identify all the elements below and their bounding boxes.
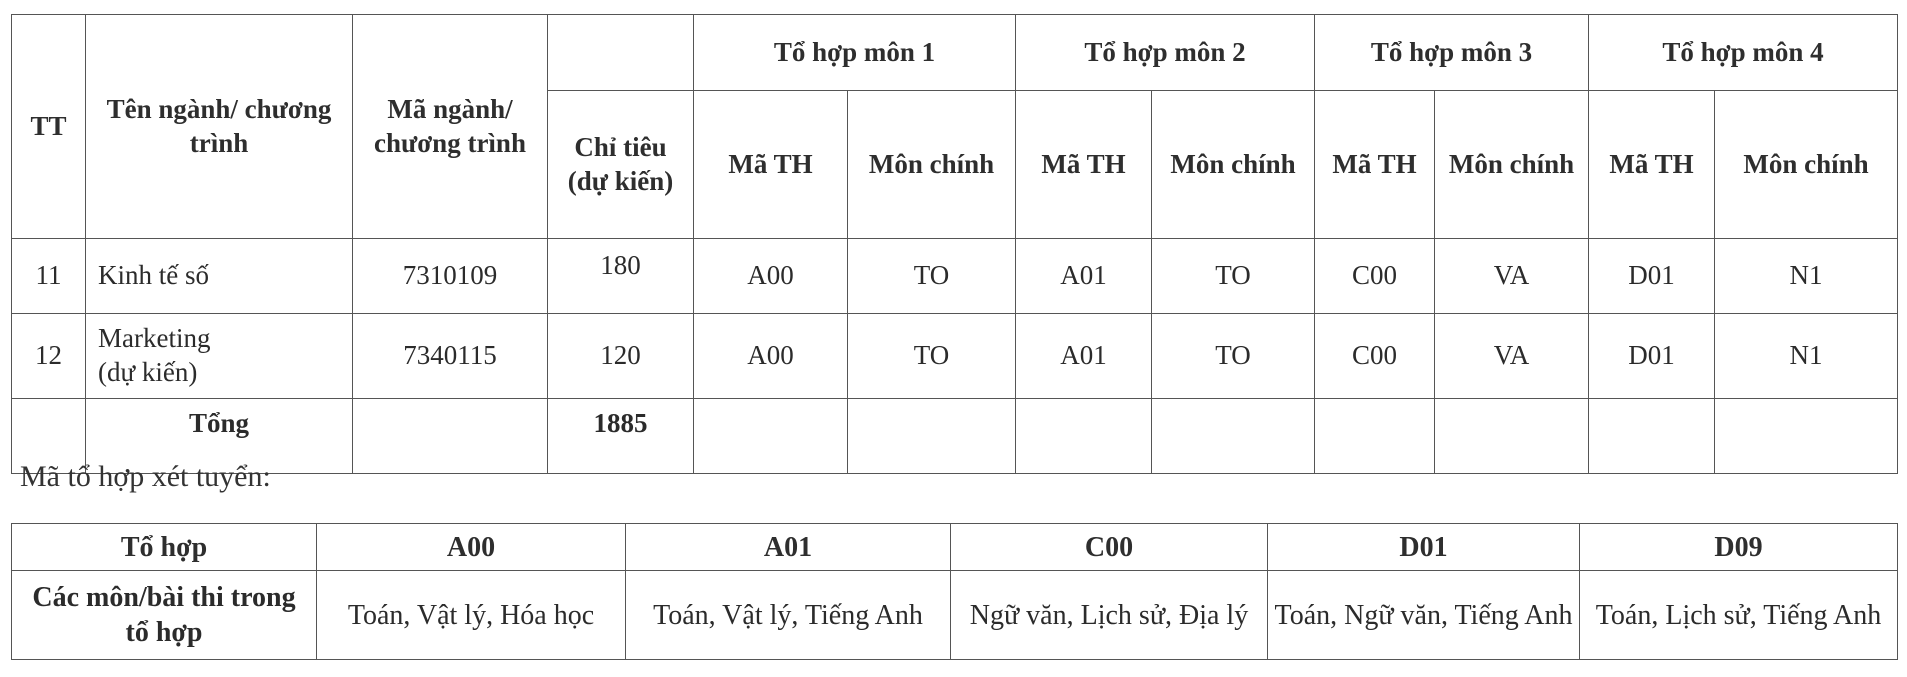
combo-codes-caption: Mã tổ hợp xét tuyển: xyxy=(20,460,271,493)
cell-group-2-code: A01 xyxy=(1016,314,1152,399)
combo-subjects-d01: Toán, Ngữ văn, Tiếng Anh xyxy=(1268,571,1580,660)
cell-program-code: 7310109 xyxy=(353,239,548,314)
header-tt: TT xyxy=(12,15,86,239)
cell-program-code: 7340115 xyxy=(353,314,548,399)
cell-group-1-code: A00 xyxy=(694,314,848,399)
combo-header-row xyxy=(12,524,1898,571)
combo-header-label: Tổ hợp xyxy=(12,524,317,571)
cell-group-1-main: TO xyxy=(848,314,1016,399)
cell-group-3-main: VA xyxy=(1435,239,1589,314)
header-group-2: Tổ hợp môn 2 xyxy=(1016,15,1315,91)
header-group-4-code: Mã TH xyxy=(1589,91,1715,239)
cell-group-2-code: A01 xyxy=(1016,239,1152,314)
cell-tt: 12 xyxy=(12,314,86,399)
cell-group-4-code: D01 xyxy=(1589,239,1715,314)
table-row xyxy=(12,239,1898,314)
cell-empty xyxy=(1016,399,1152,474)
combo-code-a00: A00 xyxy=(317,524,626,571)
cell-group-3-code: C00 xyxy=(1315,239,1435,314)
cell-tt: 11 xyxy=(12,239,86,314)
header-group-3-main: Môn chính xyxy=(1435,91,1589,239)
combo-subjects-a00: Toán, Vật lý, Hóa học xyxy=(317,571,626,660)
cell-empty xyxy=(848,399,1016,474)
cell-group-4-main: N1 xyxy=(1715,314,1898,399)
cell-program-name: Kinh tế số xyxy=(86,239,353,314)
header-program-name: Tên ngành/ chương trình xyxy=(86,15,353,239)
combo-code-a01: A01 xyxy=(626,524,951,571)
total-row xyxy=(12,399,1898,474)
combo-codes-table xyxy=(11,523,1898,660)
admission-quota-table xyxy=(11,14,1898,474)
header-group-4: Tổ hợp môn 4 xyxy=(1589,15,1898,91)
cell-group-4-main: N1 xyxy=(1715,239,1898,314)
combo-code-d01: D01 xyxy=(1268,524,1580,571)
cell-group-1-main: TO xyxy=(848,239,1016,314)
cell-empty xyxy=(1589,399,1715,474)
combo-subjects-c00: Ngữ văn, Lịch sử, Địa lý xyxy=(951,571,1268,660)
cell-empty xyxy=(694,399,848,474)
header-row-top xyxy=(12,15,1898,91)
header-program-code: Mã ngành/ chương trình xyxy=(353,15,548,239)
combo-subjects-a01: Toán, Vật lý, Tiếng Anh xyxy=(626,571,951,660)
header-group-2-code: Mã TH xyxy=(1016,91,1152,239)
cell-group-3-main: VA xyxy=(1435,314,1589,399)
combo-code-d09: D09 xyxy=(1580,524,1898,571)
combo-subjects-d09: Toán, Lịch sử, Tiếng Anh xyxy=(1580,571,1898,660)
header-group-3-code: Mã TH xyxy=(1315,91,1435,239)
cell-program-name xyxy=(86,314,353,399)
cell-group-4-code: D01 xyxy=(1589,314,1715,399)
header-group-3: Tổ hợp môn 3 xyxy=(1315,15,1589,91)
header-quota: Chỉ tiêu (dự kiến) xyxy=(548,91,694,239)
combo-subjects-row xyxy=(12,571,1898,660)
table-row xyxy=(12,314,1898,399)
combo-subjects-label: Các môn/bài thi trong tổ hợp xyxy=(12,571,317,660)
cell-empty xyxy=(1315,399,1435,474)
header-group-1-main: Môn chính xyxy=(848,91,1016,239)
total-quota: 1885 xyxy=(548,399,694,474)
header-quota-top-blank xyxy=(548,15,694,91)
cell-empty xyxy=(1435,399,1589,474)
combo-code-c00: C00 xyxy=(951,524,1268,571)
cell-group-1-code: A00 xyxy=(694,239,848,314)
cell-empty xyxy=(1715,399,1898,474)
cell-quota: 120 xyxy=(548,314,694,399)
header-group-2-main: Môn chính xyxy=(1152,91,1315,239)
cell-group-2-main: TO xyxy=(1152,239,1315,314)
header-group-1: Tổ hợp môn 1 xyxy=(694,15,1016,91)
header-group-1-code: Mã TH xyxy=(694,91,848,239)
cell-empty xyxy=(1152,399,1315,474)
cell-code-empty xyxy=(353,399,548,474)
header-group-4-main: Môn chính xyxy=(1715,91,1898,239)
program-name-line-1: Marketing xyxy=(98,323,211,354)
total-label: Tổng xyxy=(86,399,353,474)
program-name-line-2: (dự kiến) xyxy=(98,357,198,387)
cell-group-2-main: TO xyxy=(1152,314,1315,399)
cell-quota: 180 xyxy=(548,239,694,314)
cell-group-3-code: C00 xyxy=(1315,314,1435,399)
